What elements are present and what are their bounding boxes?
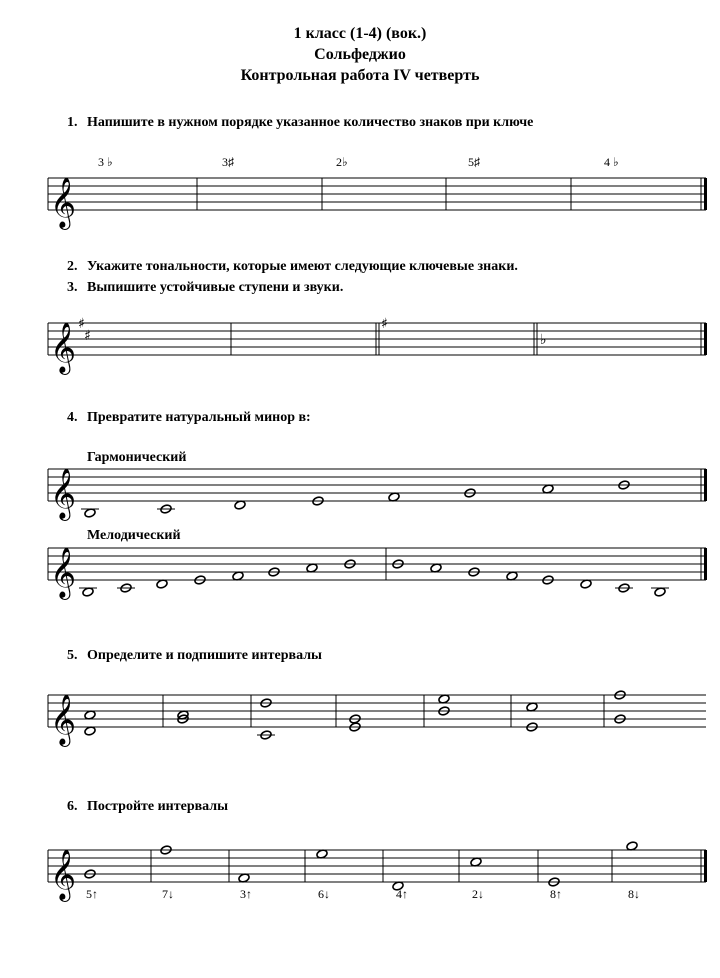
harmonic-label: Гармонический bbox=[87, 450, 187, 465]
task-number: 2. bbox=[67, 259, 78, 274]
staff-harmonic bbox=[48, 468, 707, 521]
sharp-icon: ♯ bbox=[381, 316, 388, 332]
interval-label: 2↓ bbox=[472, 887, 484, 901]
final-barline-thick bbox=[704, 178, 707, 210]
task-text: Напишите в нужном порядке указанное количество знаков при ключе bbox=[87, 115, 534, 130]
treble-clef-icon: 𝄞 bbox=[50, 547, 77, 598]
header-title: Контрольная работа IV четверть bbox=[240, 67, 480, 84]
sharp-icon: ♯ bbox=[78, 316, 85, 332]
treble-clef-icon: 𝄞 bbox=[50, 177, 77, 228]
interval-label: 4↑ bbox=[396, 887, 408, 901]
task-text: Выпишите устойчивые ступени и звуки. bbox=[87, 280, 344, 295]
task-number: 4. bbox=[67, 410, 78, 425]
staff-task1 bbox=[48, 177, 707, 230]
final-barline-thick bbox=[704, 548, 707, 580]
final-barline-thick bbox=[704, 323, 707, 355]
melodic-label: Мелодический bbox=[87, 528, 181, 543]
interval-label: 7↓ bbox=[162, 887, 174, 901]
staff-task6 bbox=[48, 841, 707, 902]
staff-task3 bbox=[48, 316, 707, 375]
task-number: 6. bbox=[67, 799, 78, 814]
treble-clef-icon: 𝄞 bbox=[50, 849, 77, 900]
task-text: Определите и подпишите интервалы bbox=[87, 648, 322, 663]
task1-labels bbox=[98, 155, 619, 169]
task-number: 1. bbox=[67, 115, 78, 130]
task6-labels bbox=[86, 887, 640, 901]
final-barline-thick bbox=[704, 850, 707, 882]
interval-label: 6↓ bbox=[318, 887, 330, 901]
treble-clef-icon: 𝄞 bbox=[50, 468, 77, 519]
key-sign-label: 5♯ bbox=[468, 155, 480, 169]
interval-label: 3↑ bbox=[240, 887, 252, 901]
key-sign-label: 4 ♭ bbox=[604, 155, 619, 169]
interval-label: 5↑ bbox=[86, 887, 98, 901]
key-sign-label: 3 ♭ bbox=[98, 155, 113, 169]
key-sign-label: 2♭ bbox=[336, 155, 348, 169]
task-number: 5. bbox=[67, 648, 78, 663]
header-class: 1 класс (1-4) (вок.) bbox=[293, 25, 427, 42]
interval-label: 8↑ bbox=[550, 887, 562, 901]
sharp-icon: ♯ bbox=[84, 328, 91, 344]
interval-label: 8↓ bbox=[628, 887, 640, 901]
header-subject: Сольфеджио bbox=[314, 46, 406, 63]
task-text: Превратите натуральный минор в: bbox=[87, 410, 311, 425]
task-text: Укажите тональности, которые имеют следующие ключевые знаки. bbox=[87, 259, 518, 274]
treble-clef-icon: 𝄞 bbox=[50, 322, 77, 373]
staff-melodic bbox=[48, 547, 707, 600]
treble-clef-icon: 𝄞 bbox=[50, 694, 77, 745]
task-text: Постройте интервалы bbox=[87, 799, 229, 814]
key-sign-label: 3♯ bbox=[222, 155, 234, 169]
final-barline-thick bbox=[704, 469, 707, 501]
flat-icon: ♭ bbox=[540, 332, 547, 348]
task-number: 3. bbox=[67, 280, 78, 295]
staff-task5 bbox=[48, 690, 706, 747]
